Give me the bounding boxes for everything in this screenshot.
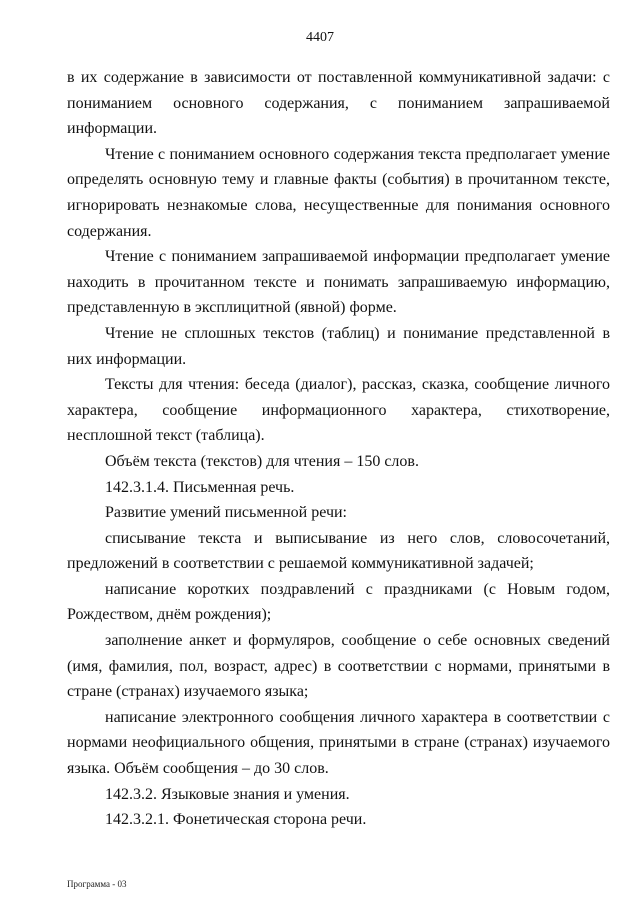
footer-label: Программа - 03 xyxy=(67,879,127,889)
paragraph-main-content-reading: Чтение с пониманием основного содержания текста предполагает умение определять основную тему и главные факты (события) в прочитанном тексте, игнорировать незнакомые слова, несущественные для понимания основного содержания. xyxy=(67,145,610,240)
paragraph-reading-texts: Тексты для чтения: беседа (диалог), рассказ, сказка, сообщение личного характера, сообщение информационного характера, стихотворение, несплошной текст (таблица). xyxy=(67,376,610,445)
list-item-copying: списывание текста и выписывание из него слов, словосочетаний, предложений в соответствии с решаемой коммуникативной задачей; xyxy=(67,529,610,573)
list-item-greetings: написание коротких поздравлений с праздниками (с Новым годом, Рождеством, днём рождения); xyxy=(67,580,610,624)
list-item-email: написание электронного сообщения личного характера в соответствии с нормами неофициального общения, принятыми в стране (странах) изучаемого языка. Объём сообщения – до 30 слов. xyxy=(67,708,610,778)
paragraph-requested-info-reading: Чтение с пониманием запрашиваемой информации предполагает умение находить в прочитанном тексте и понимать запрашиваемую информацию, представленную в эксплицитной (явной) форме. xyxy=(67,248,610,317)
page-number: 4407 xyxy=(306,30,334,45)
paragraph-text-volume: Объём текста (текстов) для чтения – 150 слов. xyxy=(105,452,419,470)
document-body xyxy=(67,65,610,833)
section-heading-phonetics: 142.3.2.1. Фонетическая сторона речи. xyxy=(105,811,367,829)
section-heading-language-knowledge: 142.3.2. Языковые знания и умения. xyxy=(105,785,350,803)
paragraph-non-continuous-texts: Чтение не сплошных текстов (таблиц) и понимание представленной в них информации. xyxy=(67,324,610,368)
paragraph-reading-content: в их содержание в зависимости от поставленной коммуникативной задачи: с пониманием основного содержания, с пониманием запрашиваемой информации. xyxy=(67,69,610,138)
list-item-forms: заполнение анкет и формуляров, сообщение о себе основных сведений (имя, фамилия, пол, возраст, адрес) в соответствии с нормами, принятыми в стране (странах) изучаемого языка; xyxy=(67,632,610,701)
paragraph-writing-skills: Развитие умений письменной речи: xyxy=(105,504,347,522)
section-heading-written-speech: 142.3.1.4. Письменная речь. xyxy=(105,478,295,496)
